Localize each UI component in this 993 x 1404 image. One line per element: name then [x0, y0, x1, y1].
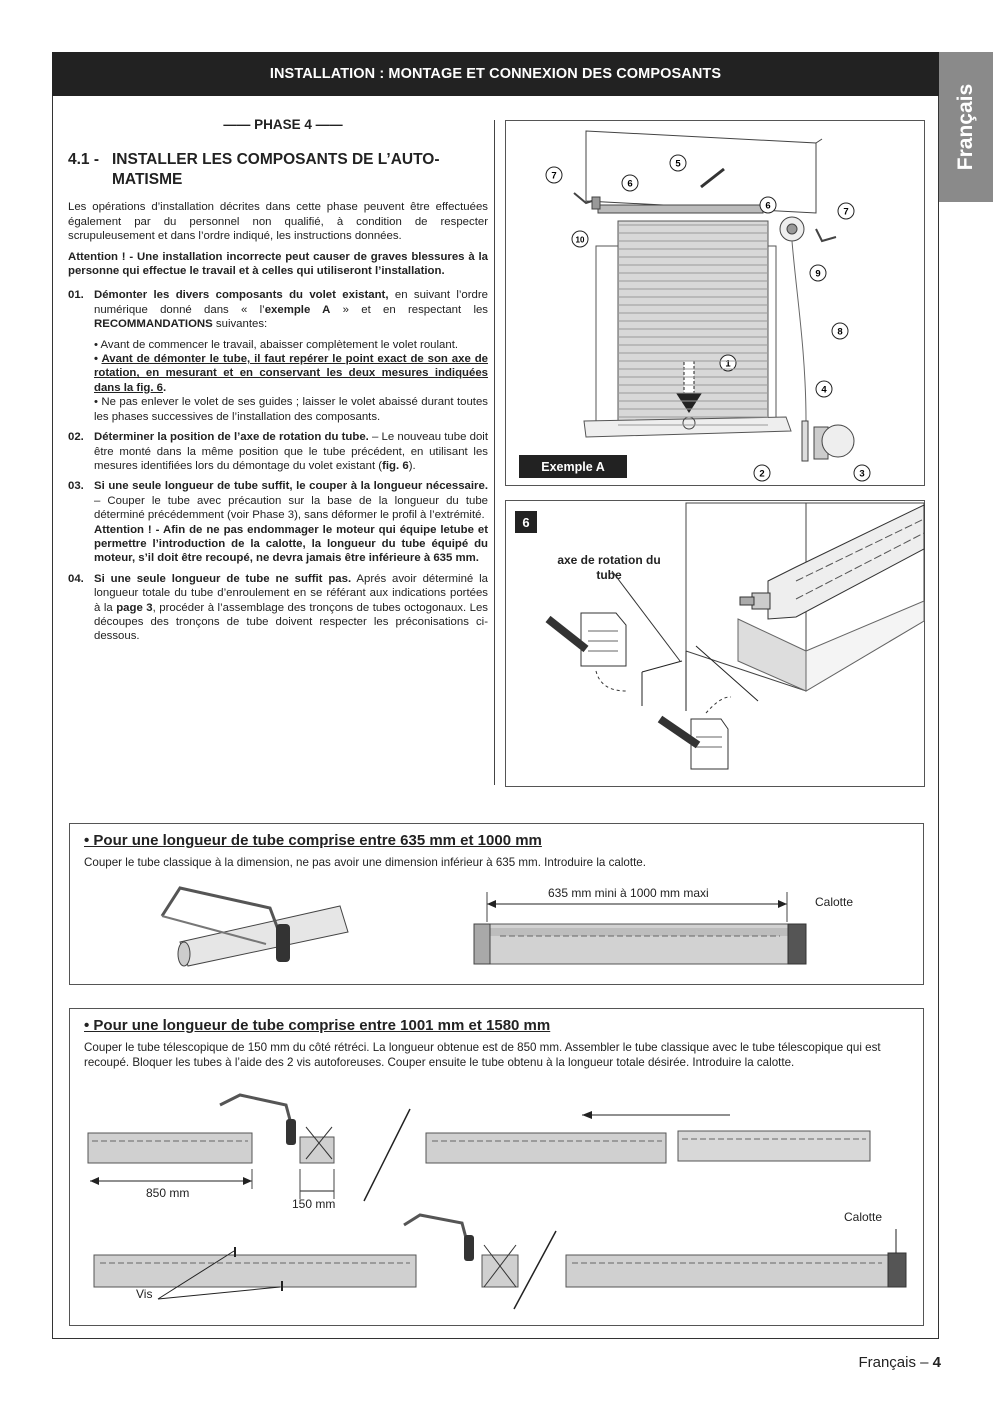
page-number: 4 — [932, 1354, 941, 1371]
step-warning: Attention ! - Afin de ne pas endommager le moteur qui équipe letube et permettre l’introduction de la calotte, la longueur du tube équipé du moteur, s’il doit être recoupé, ne devra jamais être inférieure à 635 mm. — [94, 523, 488, 565]
callout-number: 1 — [725, 358, 731, 370]
step-number: 02. — [68, 431, 84, 444]
step-03 — [68, 479, 488, 565]
page-header: INSTALLATION : MONTAGE ET CONNEXION DES COMPOSANTS — [52, 52, 939, 96]
callout-number: 5 — [675, 158, 681, 170]
footer-text: Français – — [858, 1354, 933, 1371]
figure-6 — [505, 500, 925, 787]
step-01 — [68, 288, 488, 424]
box-title-text: • Pour une longueur de tube comprise entre 1001 mm et 1580 mm — [84, 1017, 551, 1034]
dimension-850: 850 mm — [146, 1186, 190, 1200]
box-text: Couper le tube classique à la dimension, ne pas avoir une dimension inférieur à 635 mm. Introduire la calotte. — [84, 856, 646, 869]
telescopic-tube-illustration — [70, 1009, 925, 1327]
language-tab-label: Français — [954, 83, 977, 171]
callout-number: 4 — [821, 384, 827, 396]
bullet-mark: • — [94, 353, 102, 366]
section-title-text: INSTALLER LES COMPOSANTS DE L’AUTO-MATISME — [112, 151, 440, 189]
left-column — [68, 110, 488, 644]
language-tab[interactable] — [939, 52, 993, 202]
step-text: – Le nouveau tube doit être monté dans la même position que le tube précédent, en utilisant les mesures identifiées lors du démontage du volet existant ( — [94, 431, 488, 472]
figure-label: Exemple A — [519, 455, 627, 478]
column-divider — [494, 120, 495, 785]
step-text: Aprés avoir déterminé la longueur totale du tube d’enroulement en se référant aux indications portées à la — [94, 572, 488, 614]
rotation-axis-illustration — [506, 501, 926, 788]
warning-paragraph: Attention ! - Une installation incorrecte peut causer de graves blessures à la personne qui effectue le travail et à celles qui utiliseront l’installation. — [68, 250, 488, 278]
bullet-end: . — [163, 381, 167, 394]
figure-badge: 6 — [515, 511, 537, 533]
step-ref: RECOMMANDATIONS — [94, 318, 213, 331]
callout-number: 6 — [765, 200, 771, 212]
step-ref: page 3 — [116, 601, 153, 614]
step-number: 04. — [68, 572, 84, 585]
bullet: • Avant de commencer le travail, abaisser complètement le volet roulant. — [94, 338, 459, 351]
callout-number: 7 — [551, 170, 557, 182]
step-number: 01. — [68, 289, 84, 302]
step-04 — [68, 572, 488, 644]
length-1001-1580-box — [69, 1008, 924, 1326]
callout-number: 10 — [575, 235, 585, 245]
callout-number: 7 — [843, 206, 849, 218]
length-635-1000-box — [69, 823, 924, 985]
step-text: , procéder à l’assemblage des tronçons de tubes octogonaux. Les découpes des tronçons de tube doivent respecter les préconisations ci-dessous. — [94, 601, 488, 643]
bullet: • Ne pas enlever le volet de ses guides ; laisser le volet abaissé durant toutes les phases successives de l’installation des composants. — [94, 396, 488, 423]
shutter-illustration — [506, 121, 926, 487]
page-footer — [858, 1354, 941, 1371]
intro-paragraph: Les opérations d’installation décrites dans cette phase peuvent être effectuées également par du personnel non qualifié, à condition de respecter scrupuleusement et dans l’ordre indiqué, les instructions données. — [68, 201, 488, 243]
step-lead: Si une seule longueur de tube suffit, le couper à la longueur nécessaire. — [94, 480, 488, 493]
box-title-text: • Pour une longueur de tube comprise entre 635 mm et 1000 mm — [84, 832, 542, 849]
step-ref: exemple A — [264, 303, 331, 316]
step-lead: Si une seule longueur de tube ne suffit pas. — [94, 572, 352, 585]
cut-tube-illustration — [70, 824, 925, 986]
screw-label: Vis — [136, 1287, 153, 1301]
calotte-label: Calotte — [844, 1210, 883, 1224]
step-text: suivantes: — [212, 318, 268, 331]
step-lead: Démonter les divers composants du volet existant, — [94, 289, 389, 302]
section-number: 4.1 - — [68, 151, 100, 169]
step-text: ). — [408, 459, 416, 472]
callout-number: 8 — [837, 326, 843, 338]
dimension-150: 150 mm — [292, 1197, 336, 1211]
section-title — [68, 150, 488, 190]
bullet-underlined: Avant de démonter le tube, il faut repérer le point exact de son axe de rotation, en mesurant et en conservant les deux mesures indiquées dans la fig. 6 — [94, 353, 488, 394]
axis-label: axe de rotation du tube — [557, 553, 661, 582]
step-number: 03. — [68, 480, 84, 493]
step-text: » et en respectant les — [330, 303, 488, 316]
step-ref: fig. 6 — [382, 459, 409, 472]
calotte-label: Calotte — [815, 895, 854, 909]
callout-number: 3 — [859, 468, 865, 480]
bullet-important — [94, 352, 488, 395]
callout-number: 2 — [759, 468, 765, 480]
phase-heading: —— PHASE 4 —— — [223, 117, 343, 132]
figure-exemple-a — [505, 120, 925, 486]
box-text: Couper le tube télescopique de 150 mm du côté rétréci. La longueur obtenue est de 850 mm. Assembler le tube classique avec le tube télescopique qui est recoupé. Bloquer les tubes à l’aide des 2 vis autoforeuses. Couper ensuite le tube obtenu à la longueur totale désirée. Introduire la calotte. — [84, 1041, 881, 1069]
dimension-label: 635 mm mini à 1000 mm maxi — [548, 886, 709, 900]
step-text: en suivant l’ordre numérique donné dans « l’ — [94, 289, 488, 316]
step-lead: Déterminer la position de l’axe de rotation du tube. — [94, 431, 369, 444]
step-text: – Couper le tube avec précaution sur la base de la longueur du tube déterminé précédemment (voir Phase 3), sans déformer le profil à l’extrémité. — [94, 494, 488, 522]
step-02 — [68, 430, 488, 473]
callout-number: 6 — [627, 178, 633, 190]
callout-number: 9 — [815, 268, 821, 280]
